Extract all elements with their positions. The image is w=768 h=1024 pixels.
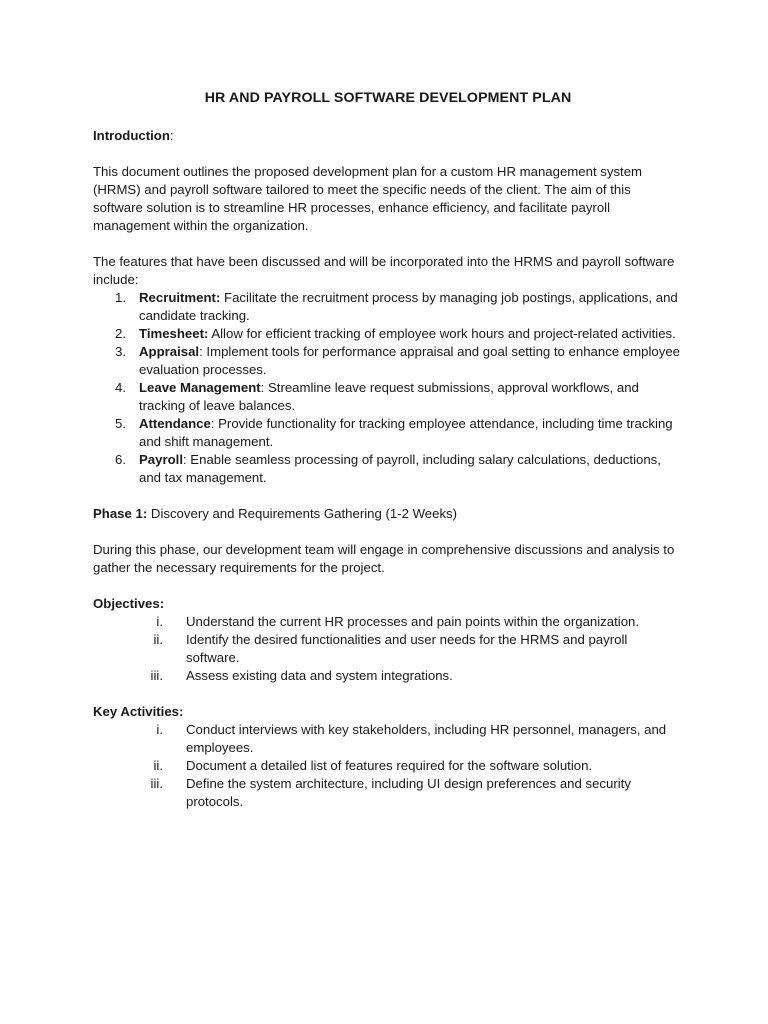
- list-item: [93, 757, 683, 775]
- activity-text: Define the system architecture, including UI design preferences and security protocols.: [186, 776, 631, 809]
- objective-text: Assess existing data and system integrations.: [186, 668, 453, 683]
- feature-name: Attendance: [139, 416, 211, 431]
- feature-description: : Implement tools for performance appraisal and goal setting to enhance employee evaluation processes.: [139, 344, 681, 377]
- list-item-number: i.: [156, 722, 163, 737]
- list-item-number: 1.: [115, 290, 126, 305]
- list-item: [93, 325, 683, 343]
- feature-description: Facilitate the recruitment process by managing job postings, applications, and candidate tracking.: [139, 290, 678, 323]
- phase-1-title: Discovery and Requirements Gathering (1-2 Weeks): [147, 506, 458, 521]
- feature-description: : Streamline leave request submissions, approval workflows, and tracking of leave balances.: [139, 380, 639, 413]
- list-item: [93, 451, 683, 487]
- list-item: [93, 289, 683, 325]
- list-item: [93, 631, 683, 667]
- features-intro: The features that have been discussed and will be incorporated into the HRMS and payroll software include:: [93, 254, 675, 287]
- key-activities-heading: Key Activities:: [93, 704, 184, 719]
- list-item: [93, 775, 683, 811]
- activity-text: Document a detailed list of features required for the software solution.: [186, 758, 593, 773]
- introduction-heading-label: Introduction: [93, 128, 170, 143]
- list-item-number: ii.: [153, 758, 163, 773]
- feature-description: Allow for efficient tracking of employee work hours and project-related activities.: [208, 326, 676, 341]
- feature-name: Timesheet:: [139, 326, 209, 341]
- list-item-number: 3.: [115, 344, 126, 359]
- list-item-number: iii.: [150, 776, 163, 791]
- phase-1-label: Phase 1:: [93, 506, 148, 521]
- list-item: [93, 415, 683, 451]
- list-item-number: 4.: [115, 380, 126, 395]
- objectives-list: [93, 613, 683, 685]
- features-list: [93, 289, 683, 487]
- list-item: [93, 721, 683, 757]
- document-page: [93, 89, 683, 829]
- list-item: [93, 343, 683, 379]
- objective-text: Understand the current HR processes and pain points within the organization.: [186, 614, 640, 629]
- list-item-number: i.: [156, 614, 163, 629]
- phase-1-heading: [93, 505, 683, 523]
- feature-name: Recruitment:: [139, 290, 221, 305]
- introduction-heading-colon: :: [169, 128, 174, 143]
- list-item-number: 5.: [115, 416, 126, 431]
- feature-name: Appraisal: [139, 344, 200, 359]
- introduction-paragraph: This document outlines the proposed development plan for a custom HR management system (HRMS) and payroll software tailored to meet the specific needs of the client. The aim of this software solution is to streamline HR processes, enhance efficiency, and facilitate payroll management within the organization.: [93, 164, 643, 233]
- feature-description: : Enable seamless processing of payroll, including salary calculations, deductions, and tax management.: [139, 452, 661, 485]
- list-item-number: 2.: [115, 326, 126, 341]
- phase-1-paragraph: During this phase, our development team will engage in comprehensive discussions and analysis to gather the necessary requirements for the project.: [93, 542, 675, 575]
- feature-name: Leave Management: [139, 380, 261, 395]
- feature-description: : Provide functionality for tracking employee attendance, including time tracking and shift management.: [139, 416, 673, 449]
- list-item: [93, 667, 683, 685]
- objectives-heading: Objectives:: [93, 596, 165, 611]
- list-item-number: iii.: [150, 668, 163, 683]
- objective-text: Identify the desired functionalities and user needs for the HRMS and payroll software.: [186, 632, 628, 665]
- activity-text: Conduct interviews with key stakeholders, including HR personnel, managers, and employees.: [186, 722, 667, 755]
- list-item-number: 6.: [115, 452, 126, 467]
- feature-name: Payroll: [139, 452, 183, 467]
- list-item: [93, 379, 683, 415]
- document-title: HR AND PAYROLL SOFTWARE DEVELOPMENT PLAN: [204, 90, 572, 106]
- list-item-number: ii.: [153, 632, 163, 647]
- key-activities-list: [93, 721, 683, 811]
- list-item: [93, 613, 683, 631]
- introduction-heading: [93, 127, 683, 145]
